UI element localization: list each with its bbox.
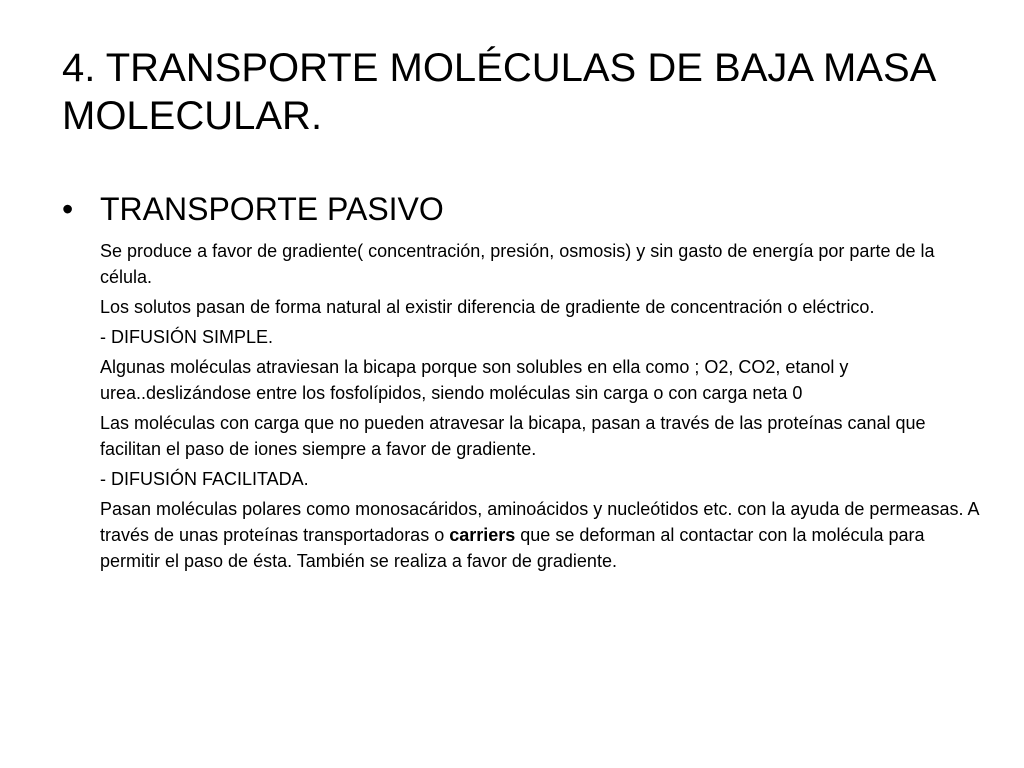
subheading-simple-diffusion: - DIFUSIÓN SIMPLE. (100, 327, 274, 347)
body-text (100, 238, 980, 578)
subheading-facilitated-diffusion: - DIFUSIÓN FACILITADA. (100, 469, 309, 489)
paragraph-facilitated-diffusion-end: que se deforman al contactar con la molécula para permitir el paso de ésta. También se realiza a favor de gradiente. (100, 525, 925, 571)
paragraph-definition: Se produce a favor de gradiente( concentración, presión, osmosis) y sin gasto de energía por parte de la célula. (100, 241, 935, 287)
bullet-dot-icon: • (62, 191, 74, 227)
paragraph-facilitated-diffusion (100, 496, 980, 574)
slide-title: 4. TRANSPORTE MOLÉCULAS DE BAJA MASA MOLECULAR. (62, 46, 935, 138)
paragraph-simple-diffusion: Algunas moléculas atraviesan la bicapa porque son solubles en ella como ; O2, CO2, etanol y urea..deslizándose entre los fosfolípidos, siendo moléculas sin carga o con carga neta 0 (100, 357, 849, 403)
carriers-term: carriers (449, 525, 516, 545)
bullet-heading-text: TRANSPORTE PASIVO (100, 191, 444, 227)
paragraph-channel-proteins: Las moléculas con carga que no pueden atravesar la bicapa, pasan a través de las proteínas canal que facilitan el paso de iones siempre a favor de gradiente. (100, 413, 926, 459)
paragraph-solutes: Los solutos pasan de forma natural al existir diferencia de gradiente de concentración o eléctrico. (100, 297, 875, 317)
bullet-heading (62, 188, 962, 230)
paragraph-facilitated-diffusion-start: Pasan moléculas polares como monosacáridos, aminoácidos y nucleótidos etc. con la ayuda de permeasas. A través de unas proteínas transportadoras o (100, 499, 979, 545)
